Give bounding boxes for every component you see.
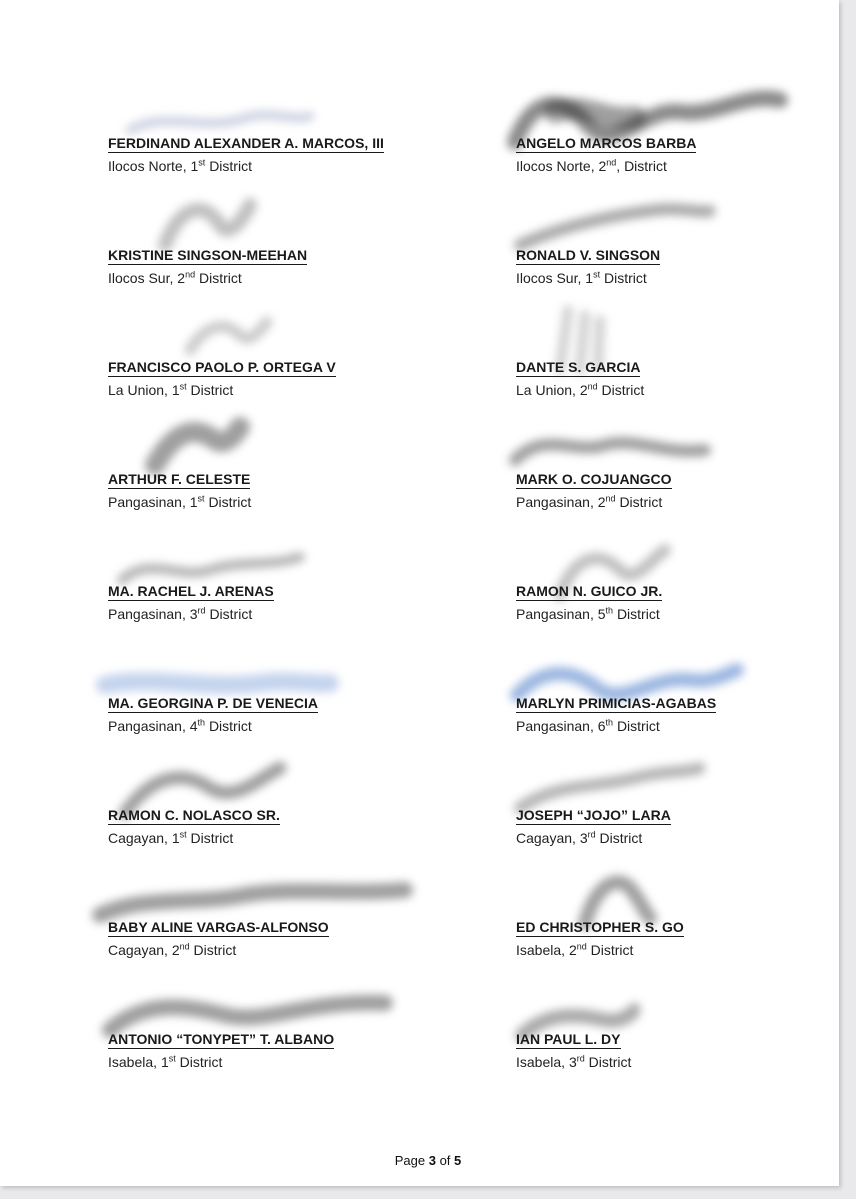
signatory-block [108, 807, 428, 847]
signatory-block [108, 583, 428, 623]
signatory-name: ED CHRISTOPHER S. GO [516, 919, 684, 935]
signatory-name: ARTHUR F. CELESTE [108, 471, 251, 487]
signatory-name: MARLYN PRIMICIAS-AGABAS [516, 695, 717, 711]
of-word: of [439, 1153, 451, 1168]
signatory-district: Isabela, 3rd District [516, 1053, 632, 1070]
signatory-name: DANTE S. GARCIA [516, 359, 641, 375]
signatory-name: ANTONIO “TONYPET” T. ALBANO [108, 1031, 335, 1047]
signatory-block [516, 359, 836, 399]
signatory-block [516, 247, 836, 287]
signatory-block [516, 919, 836, 959]
signatory-district: Cagayan, 1st District [108, 829, 234, 846]
signatory-block [108, 359, 428, 399]
signatory-name: MARK O. COJUANGCO [516, 471, 672, 487]
signatory-block [108, 695, 428, 735]
signatory-block [516, 695, 836, 735]
signatory-name: JOSEPH “JOJO” LARA [516, 807, 671, 823]
signatory-name: MA. RACHEL J. ARENAS [108, 583, 274, 599]
signatory-name: ANGELO MARCOS BARBA [516, 135, 697, 151]
signatory-block [516, 583, 836, 623]
signatory-district: Cagayan, 3rd District [516, 829, 643, 846]
signatory-name: FRANCISCO PAOLO P. ORTEGA V [108, 359, 336, 375]
signatory-district: Pangasinan, 3rd District [108, 605, 253, 622]
page-word: Page [394, 1153, 426, 1168]
signatory-block [516, 471, 836, 511]
signatory-block [108, 247, 428, 287]
signatory-block [516, 1031, 836, 1071]
signatory-name: RAMON N. GUICO JR. [516, 583, 663, 599]
signatory-district: Ilocos Sur, 2nd District [108, 269, 242, 286]
signatory-block [108, 1031, 428, 1071]
signatory-district: Ilocos Sur, 1st District [516, 269, 647, 286]
page-number [0, 1153, 856, 1168]
signatory-district: Pangasinan, 4th District [108, 717, 252, 734]
signatory-block [516, 807, 836, 847]
signatory-district: Pangasinan, 1st District [108, 493, 252, 510]
signatory-name: FERDINAND ALEXANDER A. MARCOS, III [108, 135, 384, 151]
signatory-name: RAMON C. NOLASCO SR. [108, 807, 280, 823]
total-pages: 5 [454, 1153, 462, 1168]
signatory-district: La Union, 1st District [108, 381, 234, 398]
signatory-district: Ilocos Norte, 1st District [108, 157, 252, 174]
signatory-block [516, 135, 836, 175]
signatory-block [108, 919, 428, 959]
signatory-name: KRISTINE SINGSON-MEEHAN [108, 247, 308, 263]
signatory-district: Cagayan, 2nd District [108, 941, 237, 958]
signatory-district: Pangasinan, 5th District [516, 605, 660, 622]
signatory-name: MA. GEORGINA P. DE VENECIA [108, 695, 319, 711]
current-page: 3 [428, 1153, 436, 1168]
signatory-district: Pangasinan, 2nd District [516, 493, 663, 510]
signatory-district: Pangasinan, 6th District [516, 717, 660, 734]
signatory-district: Isabela, 1st District [108, 1053, 223, 1070]
signatory-district: Isabela, 2nd District [516, 941, 634, 958]
signatory-district: Ilocos Norte, 2nd, District [516, 157, 667, 174]
signatory-name: RONALD V. SINGSON [516, 247, 661, 263]
signatory-district: La Union, 2nd District [516, 381, 645, 398]
signatory-block [108, 471, 428, 511]
signatory-name: BABY ALINE VARGAS-ALFONSO [108, 919, 329, 935]
signatory-block [108, 135, 428, 175]
signatory-name: IAN PAUL L. DY [516, 1031, 621, 1047]
